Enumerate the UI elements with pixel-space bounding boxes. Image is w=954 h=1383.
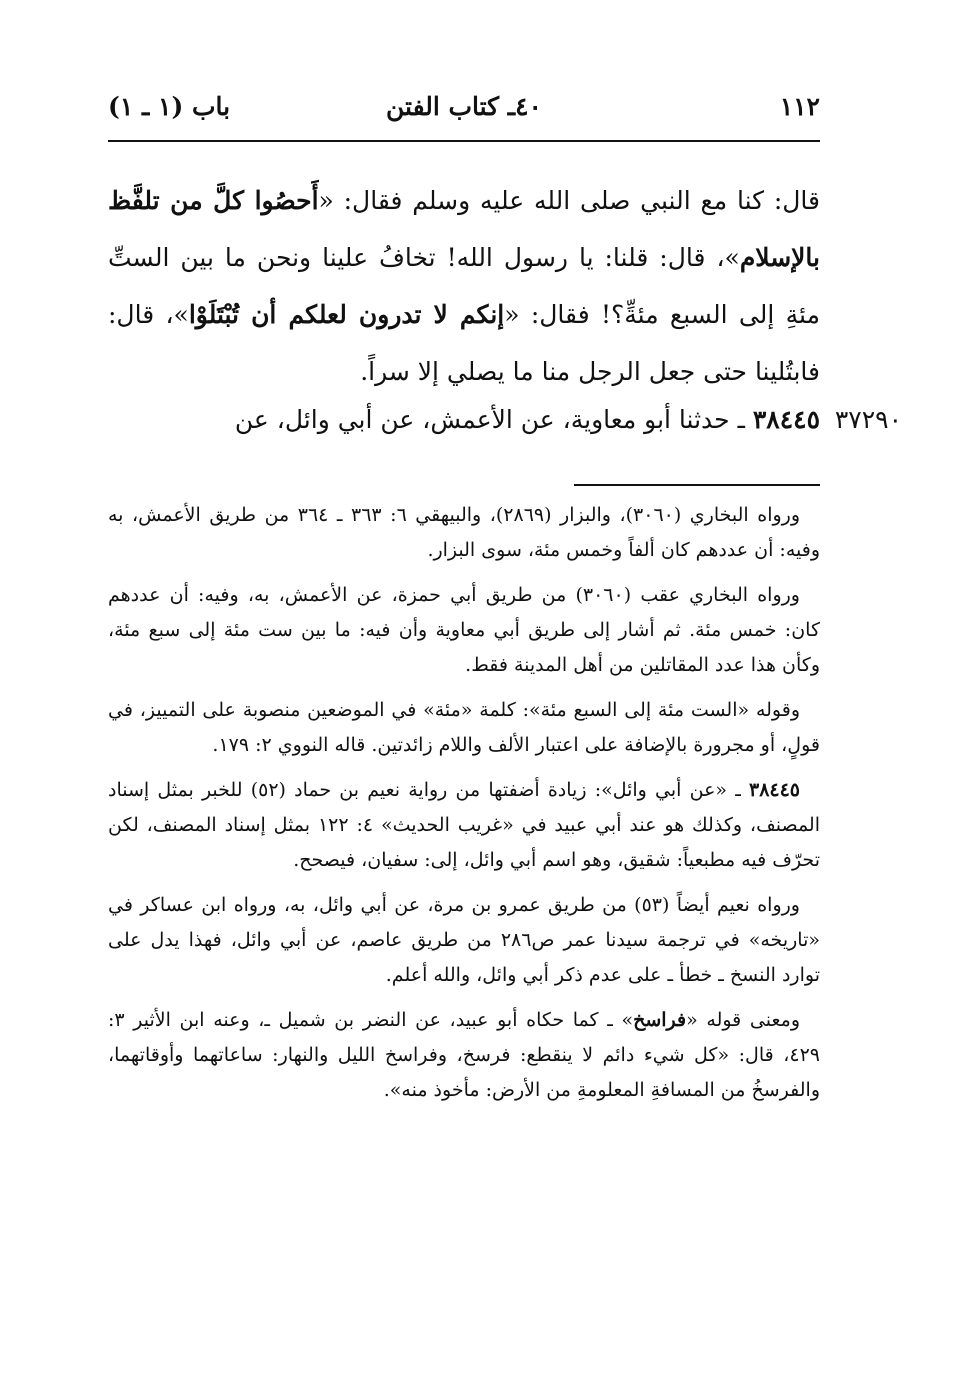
footnote-divider [574,484,820,486]
footnote-text: ومعنى قوله « [686,1009,800,1031]
footnote-text: ـ «عن أبي وائل»: زيادة أضفتها من رواية نعيم بن حماد (٥٢) للخبر بمثل إسناد المصنف، وكذلك هو عند أبي عبيد في «غريب الحديث» ٤: ١٢٢ بمثل إسناد المصنف، لكن تحرّف فيه مطبعياً: شقيق، وهو اسم أبي وائل، إلى: سفيان، فيصحح. [108,779,820,871]
footnotes [108,498,820,1118]
footnote-paragraph: ورواه البخاري عقب (٣٠٦٠) من طريق أبي حمزة، عن الأعمش، به، وفيه: أن عددهم كان: خمس مئة. ثم أشار إلى طريق أبي معاوية وأن فيه: ما بين ست مئة إلى سبع مئة، وكأن هذا عدد المقاتلين من أهل المدينة فقط. [108,584,820,676]
main-text-part3: »، قال: فابتُلينا حتى جعل الرجل منا ما يصلي إلا سراً. [108,300,820,386]
main-text-quote1: أَحصُوا كلَّ من تلفَّظ بالإسلام [108,186,820,272]
section-label: باب (١ ـ ١) [108,92,231,121]
main-text [108,172,820,400]
footnote-paragraph: ورواه نعيم أيضاً (٥٣) من طريق عمرو بن مرة، عن أبي وائل، به، ورواه ابن عساكر في «تاريخه» في ترجمة سيدنا عمر ص٢٨٦ من طريق عاصم، عن أبي وائل، فهذا يدل على توارد النسخ ـ خطأ ـ على عدم ذكر أبي وائل، والله أعلم. [108,894,820,986]
main-text-part1: قال: كنا مع النبي صلى الله عليه وسلم فقال: « [318,186,821,215]
hadith-line [108,400,820,440]
header-divider [108,140,820,142]
book-title: ٤٠ـ كتاب الفتن [386,92,542,121]
footnote-paragraph [108,1003,820,1108]
main-text-quote2: إنكم لا تدرون لعلكم أن تُبْتَلَوْا [188,300,505,329]
footnote-paragraph: ورواه البخاري (٣٠٦٠)، والبزار (٢٨٦٩)، والبيهقي ٦: ٣٦٣ ـ ٣٦٤ من طريق الأعمش، به وفيه: أن عددهم كان ألفاً وخمس مئة، سوى البزار. [108,504,820,561]
main-text-part2: »، قال: قلنا: يا رسول الله! تخافُ علينا ونحن ما بين الستِّ مئةِ إلى السبع مئةِّ؟! فقال: « [108,243,820,329]
footnote-hadith-number: ٣٨٤٤٥ [748,779,801,801]
footnote-paragraph: وقوله «الست مئة إلى السبع مئة»: كلمة «مئة» في الموضعين منصوبة على التمييز، في قولٍ، أو مجرورة بالإضافة على اعتبار الألف واللام زائدتين. قاله النووي ٢: ١٧٩. [108,699,820,756]
margin-number: ٣٧٢٩٠ [834,405,902,434]
running-header [108,92,820,132]
hadith-number: ٣٨٤٤٥ [752,405,820,434]
footnote-text: » ـ كما حكاه أبو عبيد، عن النضر بن شميل ـ، وعنه ابن الأثير ٣: ٤٢٩، قال: «كل شيء دائم لا ينقطع: فرسخ، وفراسخ الليل والنهار: ساعاتهما وأوقاتهما، والفرسخُ من المسافةِ المعلومةِ من الأرض: مأخوذ منه». [108,1009,820,1101]
footnote-term: فراسخ [633,1009,687,1031]
hadith-chain: ـ حدثنا أبو معاوية، عن الأعمش، عن أبي وائل، عن [234,405,753,434]
page-number: ١١٢ [779,92,820,121]
footnote-paragraph [108,773,820,878]
